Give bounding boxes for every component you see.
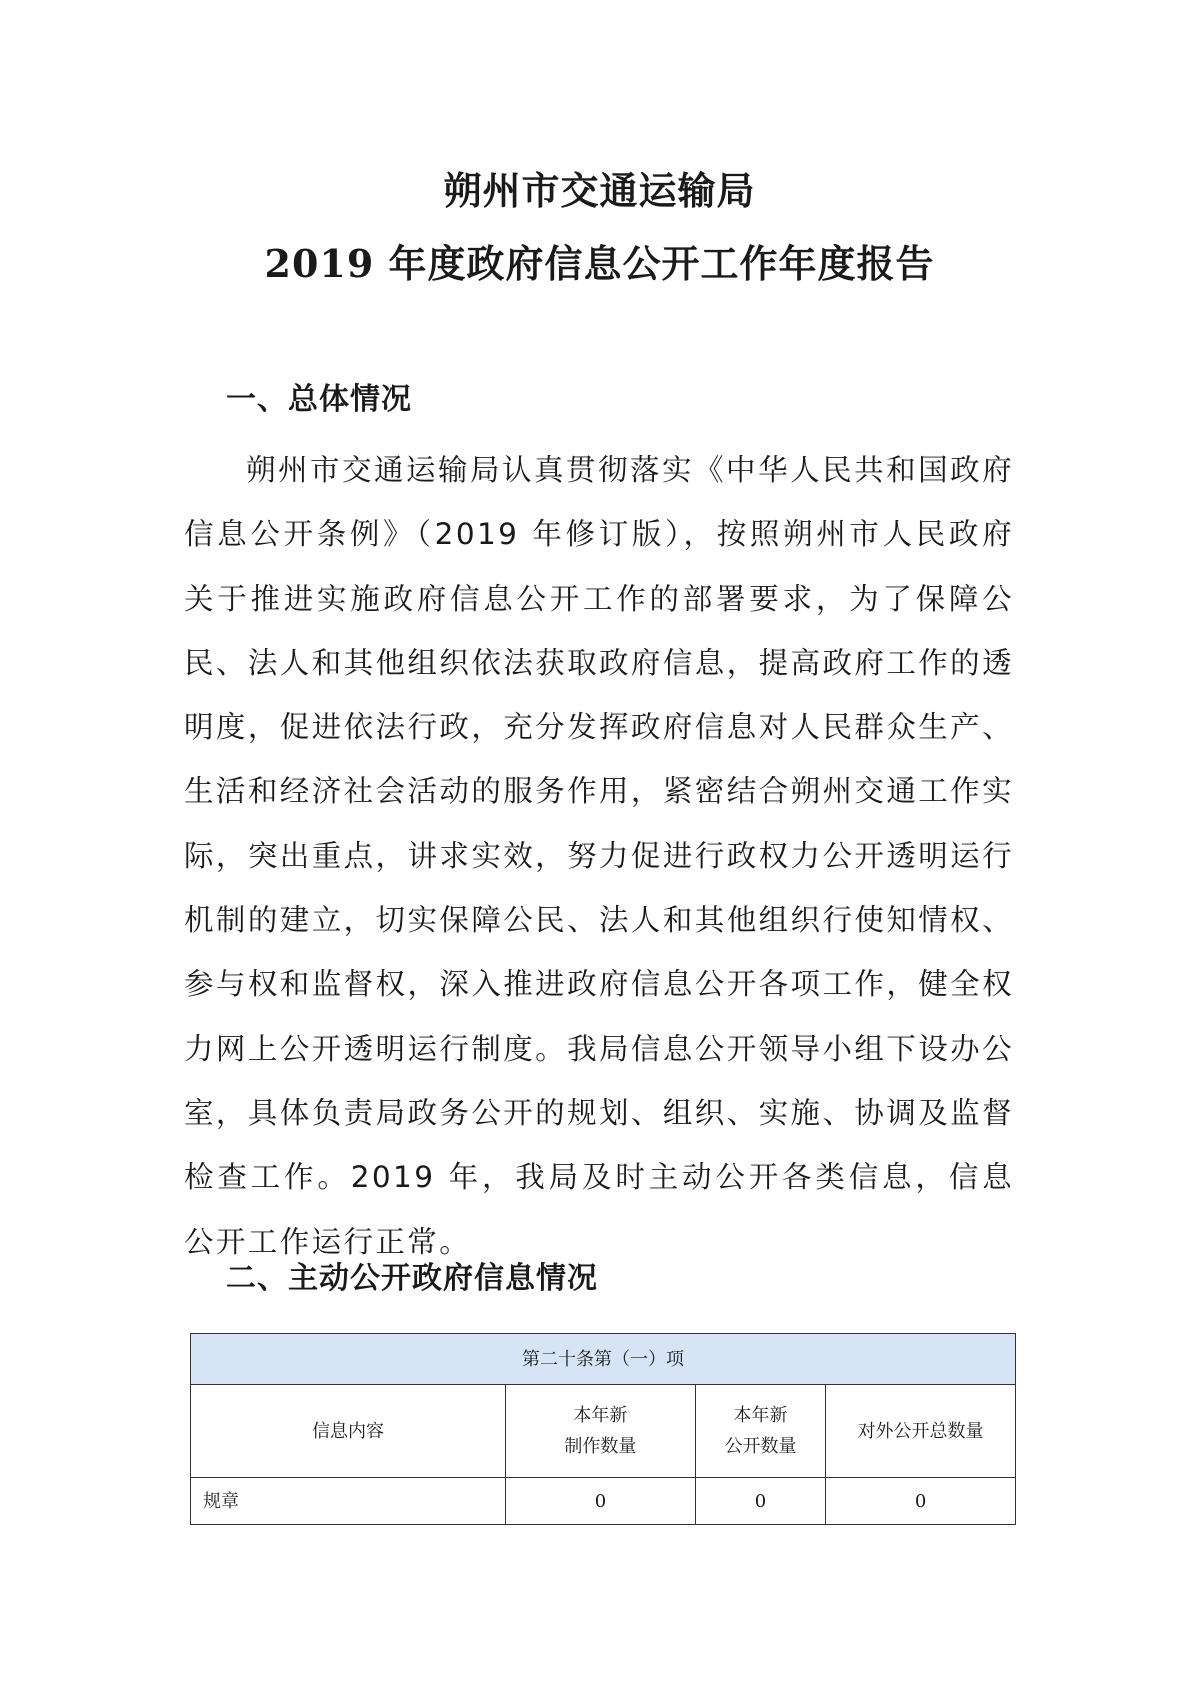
row-new-made-value: 0 <box>506 1478 696 1525</box>
section-heading-proactive-disclosure: 二、主动公开政府信息情况 <box>226 1261 598 1296</box>
disclosure-table <box>190 1333 1016 1525</box>
row-new-public-value: 0 <box>695 1478 825 1525</box>
column-header-total: 对外公开总数量 <box>826 1385 1016 1478</box>
report-title-line-2: 2019 年度政府信息公开工作年度报告 <box>264 241 935 286</box>
column-header-info-content: 信息内容 <box>191 1385 506 1478</box>
column-header-new-made-line-1: 本年新 <box>573 1405 628 1426</box>
overview-paragraph: 朔州市交通运输局认真贯彻落实《中华人民共和国政府信息公开条例》（2019 年修订版），按照朔州市人民政府关于推进实施政府信息公开工作的部署要求，为了保障公民、法人和其他组织依法获取政府信息，提高政府工作的透明度，促进依法行政，充分发挥政府信息对人民群众生产、生活和经济社会活动的服务作用，紧密结合朔州交通工作实际，突出重点，讲求实效，努力促进行政权力公开透明运行机制的建立，切实保障公民、法人和其他组织行使知情权、参与权和监督权，深入推进政府信息公开各项工作，健全权力网上公开透明运行制度。我局信息公开领导小组下设办公室，具体负责局政务公开的规划、组织、实施、协调及监督检查工作。2019 年，我局及时主动公开各类信息，信息公开工作运行正常。 <box>184 453 1014 1259</box>
section-heading-overview: 一、总体情况 <box>226 382 412 417</box>
table-row <box>191 1478 1016 1525</box>
table-caption: 第二十条第（一）项 <box>191 1334 1016 1385</box>
column-header-new-public <box>695 1385 825 1478</box>
report-title-line-1: 朔州市交通运输局 <box>443 168 756 213</box>
column-header-new-made <box>506 1385 696 1478</box>
column-header-new-public-line-1: 本年新 <box>733 1405 788 1426</box>
table-header-row <box>191 1385 1016 1478</box>
row-label: 规章 <box>191 1478 506 1525</box>
column-header-new-made-line-2: 制作数量 <box>564 1436 637 1457</box>
row-total-value: 0 <box>826 1478 1016 1525</box>
table-caption-row <box>191 1334 1016 1385</box>
column-header-new-public-line-2: 公开数量 <box>724 1436 797 1457</box>
